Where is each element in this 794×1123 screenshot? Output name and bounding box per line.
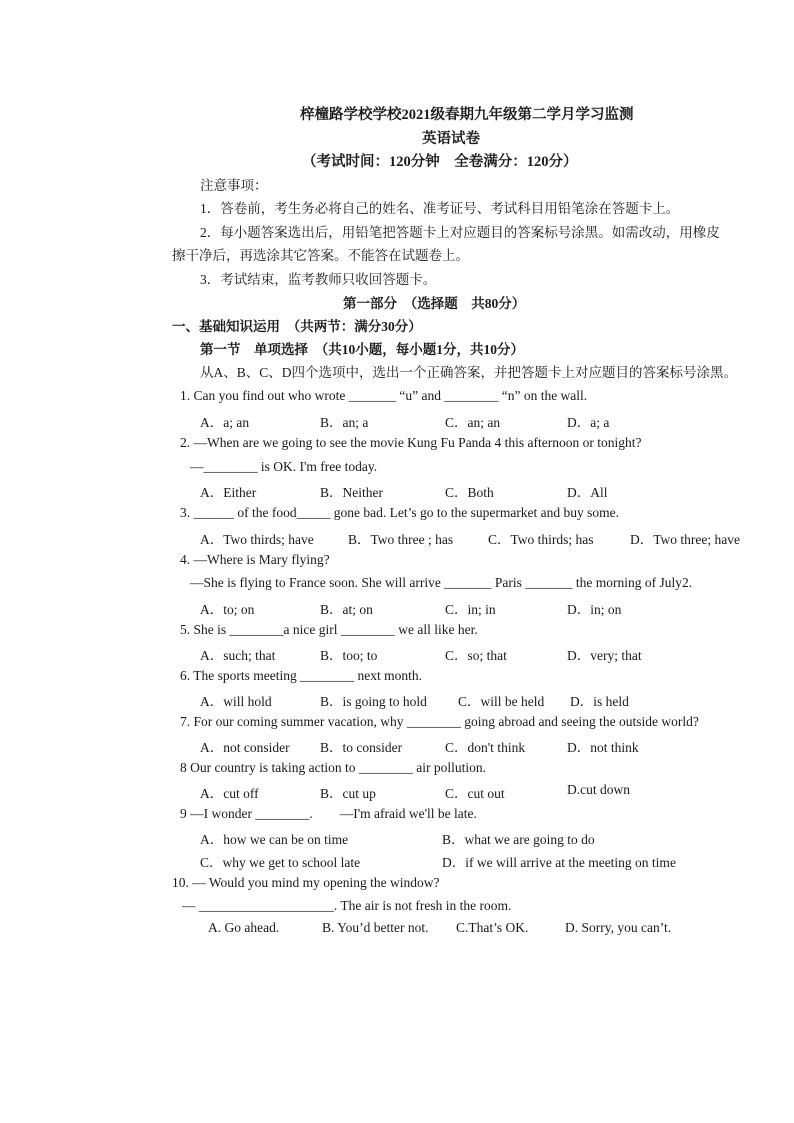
question-9-option-d: D．if we will arrive at the meeting on time xyxy=(442,855,676,870)
question-3-option-a: A．Two thirds; have xyxy=(200,532,314,547)
question-2-option-a: A．Either xyxy=(200,485,257,500)
notice-item-3: 3．考试结束，监考教师只收回答题卡。 xyxy=(200,272,437,287)
subsection1-title: 第一节 单项选择 （共10小题，每小题1分，共10分） xyxy=(200,342,524,357)
question-3-option-b: B．Two three ; has xyxy=(348,532,454,547)
question-7-option-c: C．don't think xyxy=(445,740,526,755)
question-10-option-a: A. Go ahead. xyxy=(208,920,280,935)
question-9-option-b: B．what we are going to do xyxy=(442,832,595,847)
question-2-stem: 2. —When are we going to see the movie Kung Fu Panda 4 this afternoon or tonight? xyxy=(180,435,642,450)
question-5-option-c: C．so; that xyxy=(445,648,507,663)
question-7-option-b: B．to consider xyxy=(320,740,403,755)
question-1-option-d: D．a; a xyxy=(567,415,610,430)
question-7-stem: 7. For our coming summer vacation, why ________ going abroad and seeing the outside world? xyxy=(180,714,699,729)
question-1-option-c: C．an; an xyxy=(445,415,501,430)
question-3-stem: 3. ______ of the food_____ gone bad. Let’s go to the supermarket and buy some. xyxy=(180,505,620,520)
notice-item-1: 1．答卷前，考生务必将自己的姓名、准考证号、考试科目用铅笔涂在答题卡上。 xyxy=(200,201,680,216)
question-8-option-b: B．cut up xyxy=(320,786,376,801)
question-8-stem: 8 Our country is taking action to ________ air pollution. xyxy=(180,760,486,775)
question-4-option-b: B．at; on xyxy=(320,602,373,617)
question-1-stem: 1. Can you find out who wrote _______ “u” and ________ “n” on the wall. xyxy=(180,388,588,403)
section1-title: 一、基础知识运用 （共两节：满分30分） xyxy=(172,319,422,334)
question-10-stem: 10. — Would you mind my opening the window? xyxy=(172,875,440,890)
question-3-option-d: D．Two three; have xyxy=(630,532,741,547)
question-4-option-a: A．to; on xyxy=(200,602,255,617)
notice-heading: 注意事项： xyxy=(200,178,268,193)
question-1-option-a: A．a; an xyxy=(200,415,250,430)
question-9-stem: 9 —I wonder ________. —I'm afraid we'll be late. xyxy=(180,806,477,821)
question-8-option-c: C．cut out xyxy=(445,786,505,801)
question-1-option-b: B．an; a xyxy=(320,415,369,430)
question-5-option-a: A．such; that xyxy=(200,648,276,663)
question-6-option-a: A．will hold xyxy=(200,694,272,709)
question-8-option-d: D.cut down xyxy=(567,782,630,797)
question-5-option-b: B．too; to xyxy=(320,648,378,663)
question-7-option-a: A．not consider xyxy=(200,740,290,755)
question-2-option-b: B．Neither xyxy=(320,485,383,500)
part1-title: 第一部分 （选择题 共80分） xyxy=(343,296,526,311)
question-4-option-c: C．in; in xyxy=(445,602,496,617)
question-4-option-d: D．in; on xyxy=(567,602,622,617)
question-6-option-c: C．will be held xyxy=(458,694,545,709)
question-10-option-b: B. You’d better not. xyxy=(322,920,429,935)
question-10-option-c: C.That’s OK. xyxy=(456,920,529,935)
question-5-option-d: D．very; that xyxy=(567,648,642,663)
question-2-option-c: C．Both xyxy=(445,485,494,500)
question-8-option-a: A．cut off xyxy=(200,786,259,801)
question-10-option-d: D. Sorry, you can’t. xyxy=(565,920,672,935)
question-3-option-c: C．Two thirds; has xyxy=(488,532,594,547)
instruction-text: 从A、B、C、D四个选项中，选出一个正确答案，并把答题卡上对应题目的答案标号涂黑。 xyxy=(200,365,738,380)
question-10-stem-2: — ____________________. The air is not fresh in the room. xyxy=(182,898,512,913)
question-2-option-d: D．All xyxy=(567,485,608,500)
question-4-stem-2: —She is flying to France soon. She will arrive _______ Paris _______ the morning of July2. xyxy=(190,575,693,590)
notice-item-2: 2．每小题答案选出后，用铅笔把答题卡上对应题目的答案标号涂黑。如需改动，用橡皮 xyxy=(200,225,720,240)
question-9-option-c: C．why we get to school late xyxy=(200,855,361,870)
exam-subject: 英语试卷 xyxy=(422,131,480,147)
question-6-option-d: D．is held xyxy=(570,694,629,709)
exam-title: 梓橦路学校学校2021级春期九年级第二学月学习监测 xyxy=(300,107,634,123)
question-5-stem: 5. She is ________a nice girl ________ we all like her. xyxy=(180,622,478,637)
question-4-stem: 4. —Where is Mary flying? xyxy=(180,552,330,567)
question-7-option-d: D．not think xyxy=(567,740,639,755)
question-2-stem-2: —________ is OK. I'm free today. xyxy=(190,459,378,474)
exam-info: （考试时间：120分钟 全卷满分：120分） xyxy=(302,154,578,170)
question-6-option-b: B．is going to hold xyxy=(320,694,427,709)
question-9-option-a: A．how we can be on time xyxy=(200,832,349,847)
question-6-stem: 6. The sports meeting ________ next month. xyxy=(180,668,422,683)
notice-item-2-cont: 擦干净后，再选涂其它答案。不能答在试题卷上。 xyxy=(172,248,469,263)
